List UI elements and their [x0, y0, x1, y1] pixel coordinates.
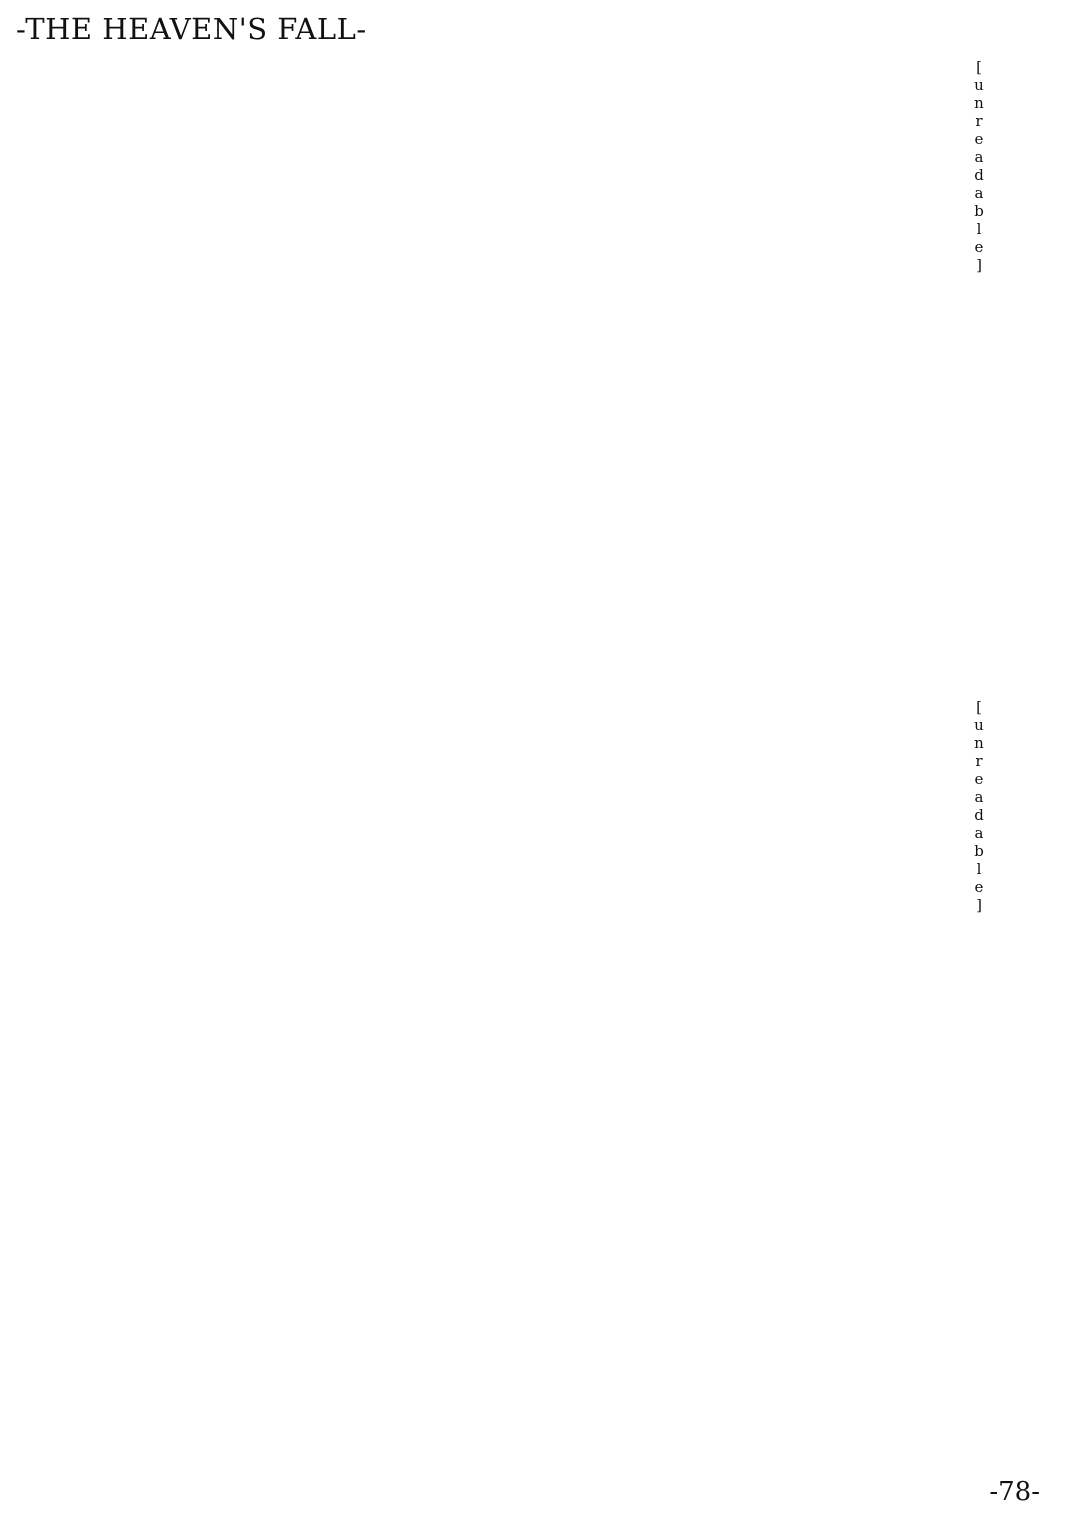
text-column [317, 698, 338, 1450]
text-column [548, 698, 569, 1450]
text-column [863, 698, 884, 1450]
text-column [632, 58, 653, 674]
text-column [1010, 698, 1031, 1450]
text-column [86, 698, 107, 1450]
text-column [947, 58, 968, 674]
text-column [254, 58, 275, 674]
text-column [611, 58, 632, 674]
text-column [611, 698, 632, 1450]
text-column [380, 698, 401, 1450]
text-column [569, 58, 590, 674]
text-column [1031, 58, 1052, 674]
text-column [422, 58, 443, 674]
text-column [317, 58, 338, 674]
text-column [800, 698, 821, 1450]
text-column [170, 698, 191, 1450]
text-column [926, 58, 947, 674]
text-column [989, 58, 1010, 674]
text-column [800, 58, 821, 674]
text-column [695, 698, 716, 1450]
text-column [674, 698, 695, 1450]
text-column [905, 58, 926, 674]
text-column [128, 58, 149, 674]
text-column [296, 698, 317, 1450]
text-column [884, 698, 905, 1450]
text-column [65, 58, 86, 674]
text-column [989, 698, 1010, 1450]
text-column [716, 58, 737, 674]
text-column [296, 58, 317, 674]
text-column [590, 698, 611, 1450]
text-column [1010, 58, 1031, 674]
text-column [821, 58, 842, 674]
text-column [653, 698, 674, 1450]
text-column [233, 698, 254, 1450]
text-column [569, 698, 590, 1450]
text-column [1031, 698, 1052, 1450]
text-column [527, 698, 548, 1450]
running-header: -THE HEAVEN'S FALL- [16, 12, 367, 46]
text-column [23, 698, 44, 1450]
text-column [695, 58, 716, 674]
text-column [359, 698, 380, 1450]
text-column [443, 58, 464, 674]
text-column [212, 58, 233, 674]
text-tier-top [52, 58, 1052, 674]
text-column [254, 698, 275, 1450]
text-column [842, 698, 863, 1450]
text-column [275, 698, 296, 1450]
text-column [506, 698, 527, 1450]
text-column [464, 698, 485, 1450]
text-column [44, 698, 65, 1450]
text-column [632, 698, 653, 1450]
time-heading: [unreadable] [970, 58, 988, 274]
text-column [338, 698, 359, 1450]
text-column [380, 58, 401, 674]
text-column [338, 58, 359, 674]
text-column [2, 698, 23, 1450]
text-column [779, 698, 800, 1450]
text-column [275, 58, 296, 674]
text-column [926, 698, 947, 1450]
text-column [758, 58, 779, 674]
text-column [191, 58, 212, 674]
text-column [548, 58, 569, 674]
text-column [170, 58, 191, 674]
text-column [191, 698, 212, 1450]
text-column [485, 58, 506, 674]
text-column [128, 698, 149, 1450]
text-column [212, 698, 233, 1450]
text-column [590, 58, 611, 674]
text-column [422, 698, 443, 1450]
text-column [863, 58, 884, 674]
text-tier-bottom [52, 698, 1052, 1450]
text-column [107, 698, 128, 1450]
text-column [485, 698, 506, 1450]
text-column [737, 698, 758, 1450]
text-column [506, 58, 527, 674]
text-column [233, 58, 254, 674]
text-column [149, 58, 170, 674]
time-heading: [unreadable] [970, 698, 988, 914]
text-column [674, 58, 695, 674]
text-column [401, 58, 422, 674]
text-column [905, 698, 926, 1450]
text-column [821, 698, 842, 1450]
text-column [947, 698, 968, 1450]
text-column [527, 58, 548, 674]
text-column [149, 698, 170, 1450]
text-column [737, 58, 758, 674]
text-column [107, 58, 128, 674]
text-column [779, 58, 800, 674]
text-column [842, 58, 863, 674]
text-column [86, 58, 107, 674]
text-column [401, 698, 422, 1450]
text-column [884, 58, 905, 674]
text-column [716, 698, 737, 1450]
text-column [653, 58, 674, 674]
text-column [758, 698, 779, 1450]
text-column [359, 58, 380, 674]
text-column [464, 58, 485, 674]
text-column [443, 698, 464, 1450]
page-number: -78- [989, 1477, 1040, 1507]
text-column [65, 698, 86, 1450]
